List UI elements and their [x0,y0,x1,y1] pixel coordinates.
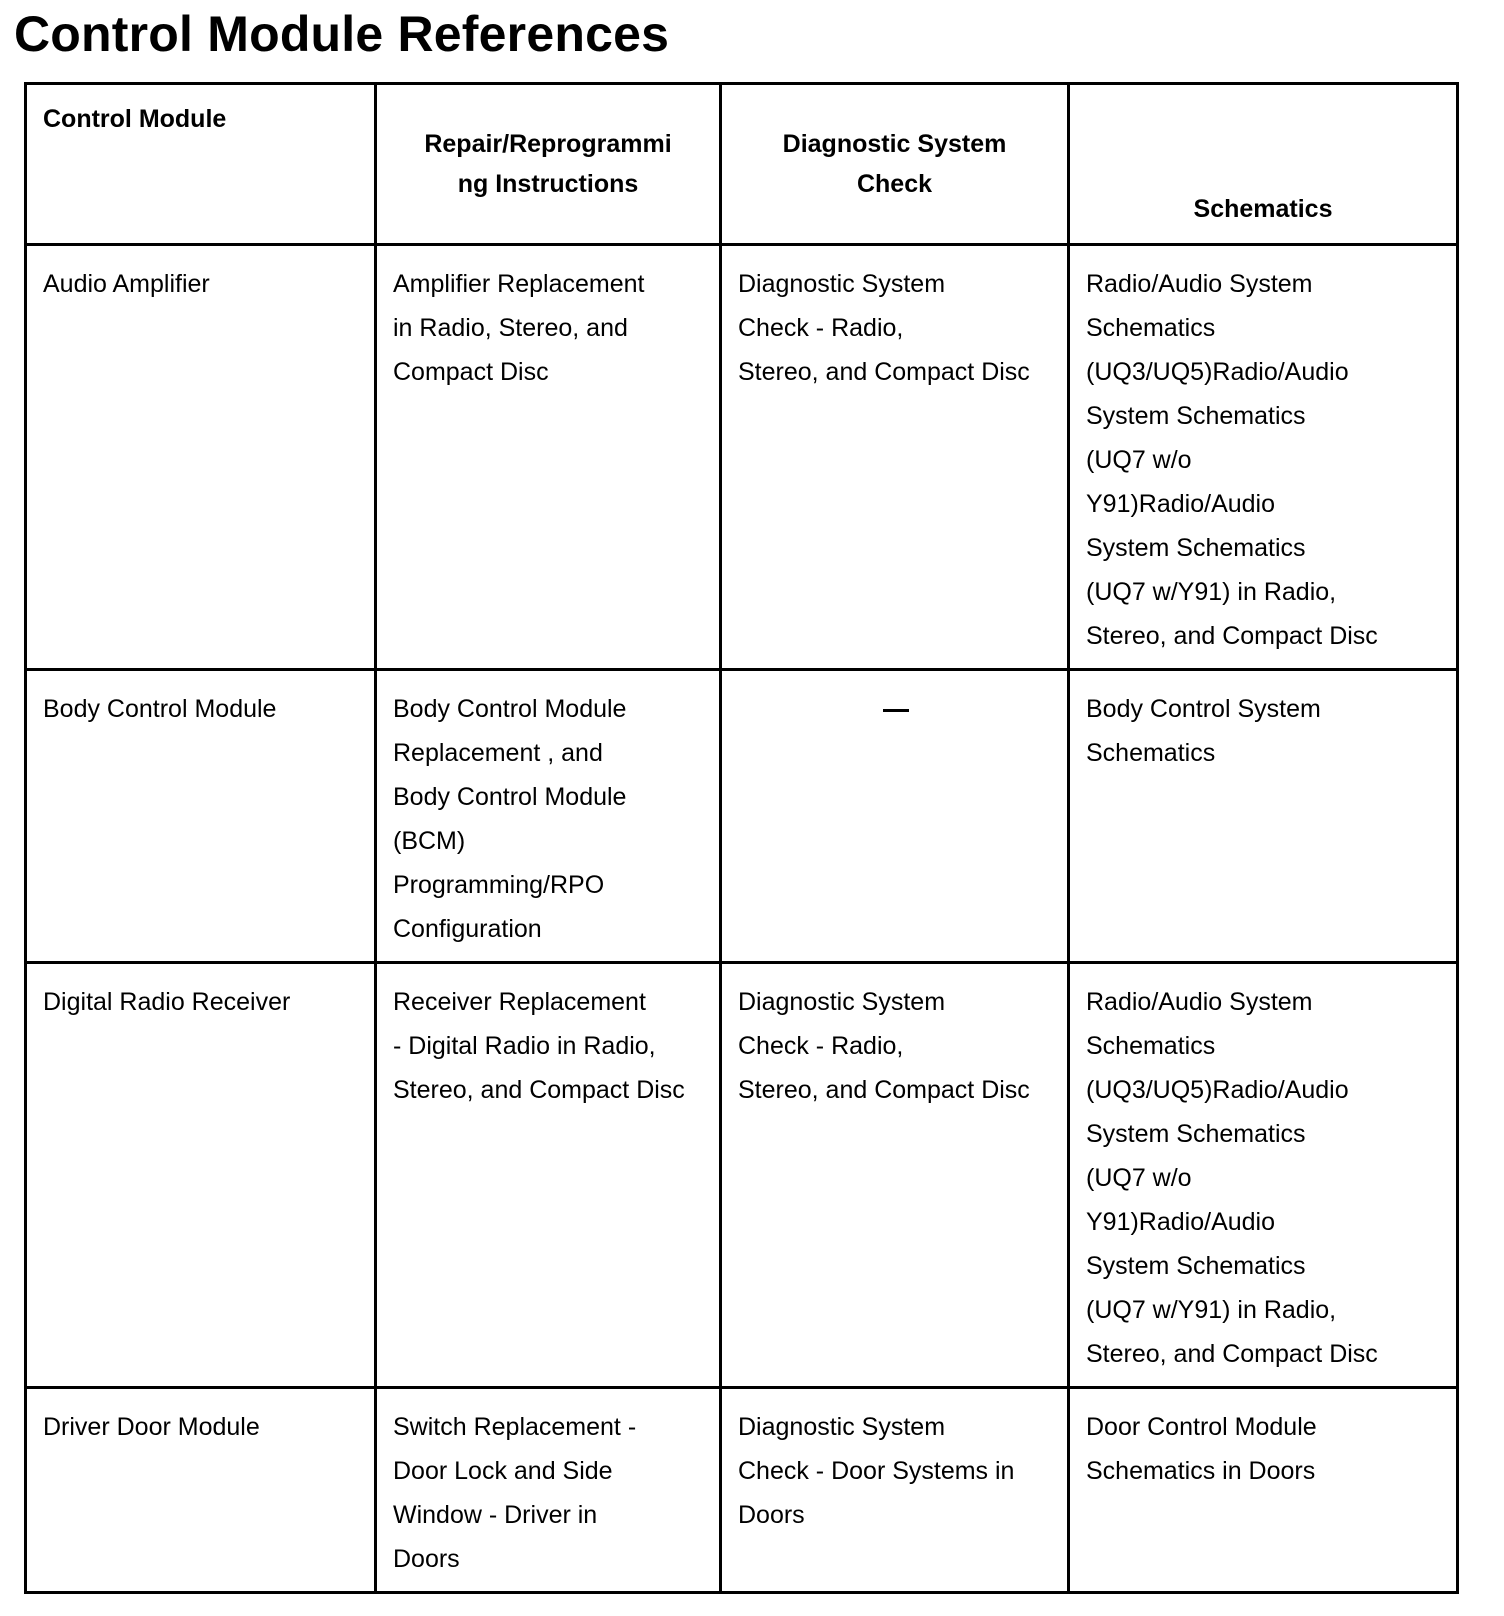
repair-line: Stereo, and Compact Disc [393,1076,685,1104]
module-cell: Body Control Module [26,670,376,963]
diagnostic-line: Check - Radio, [738,314,904,342]
repair-line: Amplifier Replacement [393,270,645,298]
diagnostic-line: Doors [738,1501,805,1529]
module-cell: Driver Door Module [26,1388,376,1593]
header-repair-instructions [376,84,721,245]
schematics-line: Radio/Audio System [1086,270,1313,298]
table-row [26,963,1458,1388]
module-cell: Digital Radio Receiver [26,963,376,1388]
diagnostic-cell [721,1388,1069,1593]
repair-line: in Radio, Stereo, and [393,314,628,342]
schematics-line: Schematics [1086,739,1216,767]
page-title: Control Module References [14,6,670,62]
diagnostic-line: Stereo, and Compact Disc [738,1076,1030,1104]
repair-cell [376,963,721,1388]
control-module-table [24,82,1459,1594]
schematics-line: Schematics [1086,1032,1216,1060]
repair-line: Window - Driver in [393,1501,598,1529]
schematics-line: Stereo, and Compact Disc [1086,622,1378,650]
repair-line: Programming/RPO [393,871,605,899]
repair-line: Doors [393,1545,460,1573]
schematics-line: Schematics [1086,314,1216,342]
schematics-line: System Schematics [1086,1120,1306,1148]
diagnostic-cell [721,963,1069,1388]
repair-cell [376,245,721,670]
header-control-module: Control Module [26,84,376,245]
schematics-line: Y91)Radio/Audio [1086,1208,1276,1236]
schematics-cell [1069,963,1458,1388]
diagnostic-line: Diagnostic System [738,988,946,1016]
diagnostic-cell [721,245,1069,670]
repair-line: Compact Disc [393,358,549,386]
repair-line: (BCM) [393,827,466,855]
schematics-cell [1069,670,1458,963]
empty-dash [883,709,909,712]
table-row [26,1388,1458,1593]
schematics-line: System Schematics [1086,1252,1306,1280]
repair-cell [376,1388,721,1593]
repair-line: Body Control Module [393,783,627,811]
repair-line: Configuration [393,915,542,943]
schematics-line: (UQ7 w/Y91) in Radio, [1086,578,1337,606]
table-row [26,245,1458,670]
schematics-line: System Schematics [1086,402,1306,430]
repair-line: Body Control Module [393,695,627,723]
table-header-row [26,84,1458,245]
schematics-line: (UQ3/UQ5)Radio/Audio [1086,358,1349,386]
schematics-line: Body Control System [1086,695,1321,723]
repair-line: - Digital Radio in Radio, [393,1032,656,1060]
schematics-line: (UQ3/UQ5)Radio/Audio [1086,1076,1349,1104]
schematics-line: Y91)Radio/Audio [1086,490,1276,518]
header-diagnostic-system-check [721,84,1069,245]
schematics-line: Door Control Module [1086,1413,1317,1441]
header-diag-line-2: Check [856,170,933,198]
header-repair-line-1: Repair/Reprogrammi [424,130,672,158]
repair-line: Receiver Replacement [393,988,646,1016]
repair-line: Switch Replacement - [393,1413,637,1441]
repair-cell [376,670,721,963]
schematics-cell [1069,245,1458,670]
diagnostic-line: Check - Door Systems in [738,1457,1015,1485]
schematics-line: (UQ7 w/Y91) in Radio, [1086,1296,1337,1324]
schematics-line: Stereo, and Compact Disc [1086,1340,1378,1368]
diagnostic-cell-empty [721,670,1069,963]
schematics-line: (UQ7 w/o [1086,446,1192,474]
module-cell: Audio Amplifier [26,245,376,670]
header-schematics: Schematics [1069,84,1458,245]
header-repair-line-2: ng Instructions [457,170,639,198]
table-row [26,670,1458,963]
diagnostic-line: Diagnostic System [738,270,946,298]
schematics-line: System Schematics [1086,534,1306,562]
repair-line: Door Lock and Side [393,1457,613,1485]
diagnostic-line: Check - Radio, [738,1032,904,1060]
repair-line: Replacement , and [393,739,603,767]
schematics-line: Schematics in Doors [1086,1457,1316,1485]
header-diag-line-1: Diagnostic System [782,130,1007,158]
diagnostic-line: Diagnostic System [738,1413,946,1441]
schematics-line: (UQ7 w/o [1086,1164,1192,1192]
schematics-line: Radio/Audio System [1086,988,1313,1016]
schematics-cell [1069,1388,1458,1593]
diagnostic-line: Stereo, and Compact Disc [738,358,1030,386]
